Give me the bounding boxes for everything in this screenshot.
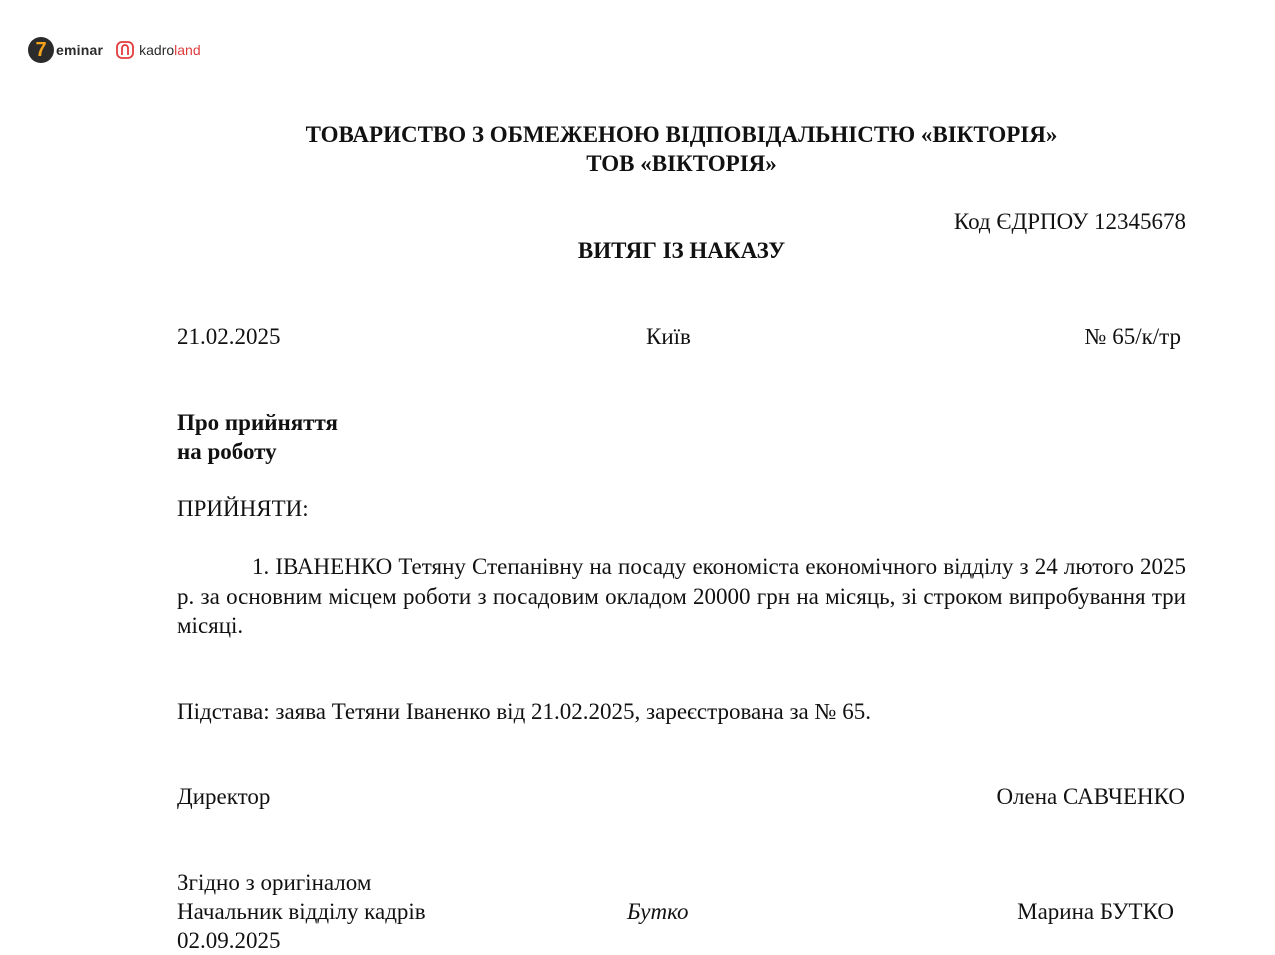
order-verb: ПРИЙНЯТИ: bbox=[177, 496, 309, 521]
document-title: ВИТЯГ ІЗ НАКАЗУ bbox=[577, 238, 786, 263]
seminar-logo-text: eminar bbox=[56, 42, 104, 58]
signer-position: Директор bbox=[177, 784, 271, 809]
basis-text: Підстава: заява Тетяни Іваненко від 21.02.2025, зареєстрована за № 65. bbox=[177, 699, 871, 724]
certifier-position: Начальник відділу кадрів bbox=[177, 899, 426, 924]
certification-date: 02.09.2025 bbox=[177, 928, 281, 953]
kadroland-logo bbox=[115, 40, 201, 60]
signer-name: Олена САВЧЕНКО bbox=[996, 784, 1185, 809]
edrpou-code: Код ЄДРПОУ 12345678 bbox=[953, 209, 1186, 234]
company-short-name: ТОВ «ВІКТОРІЯ» bbox=[586, 151, 777, 176]
certification-note: Згідно з оригіналом bbox=[177, 870, 372, 895]
kadroland-logo-text-main: kadro bbox=[139, 42, 175, 58]
company-header bbox=[177, 120, 1186, 178]
seminar-logo bbox=[28, 37, 103, 63]
seminar-logo-icon: 7 bbox=[28, 37, 54, 63]
order-item: 1. ІВАНЕНКО Тетяну Степанівну на посаду економіста економічного відділу з 24 лютого 2025 р. за основним місцем роботи з посадовим окладом 20000 грн на місяць, зі строком випробування три місяці. bbox=[177, 554, 1186, 638]
logos bbox=[28, 37, 201, 63]
subject-line-2: на роботу bbox=[177, 439, 277, 464]
kadroland-logo-text-accent: land bbox=[174, 42, 201, 58]
order-date: 21.02.2025 bbox=[177, 324, 281, 349]
kadroland-logo-text bbox=[139, 42, 201, 58]
order-number: № 65/к/тр bbox=[1084, 324, 1181, 349]
certifier-signature: Бутко bbox=[627, 899, 689, 924]
company-full-name: ТОВАРИСТВО З ОБМЕЖЕНОЮ ВІДПОВІДАЛЬНІСТЮ «ВІКТОРІЯ» bbox=[305, 122, 1058, 147]
certifier-name: Марина БУТКО bbox=[1017, 899, 1174, 924]
order-city: Київ bbox=[646, 324, 691, 349]
kadroland-logo-icon bbox=[115, 40, 135, 60]
subject-line-1: Про прийняття bbox=[177, 410, 338, 435]
